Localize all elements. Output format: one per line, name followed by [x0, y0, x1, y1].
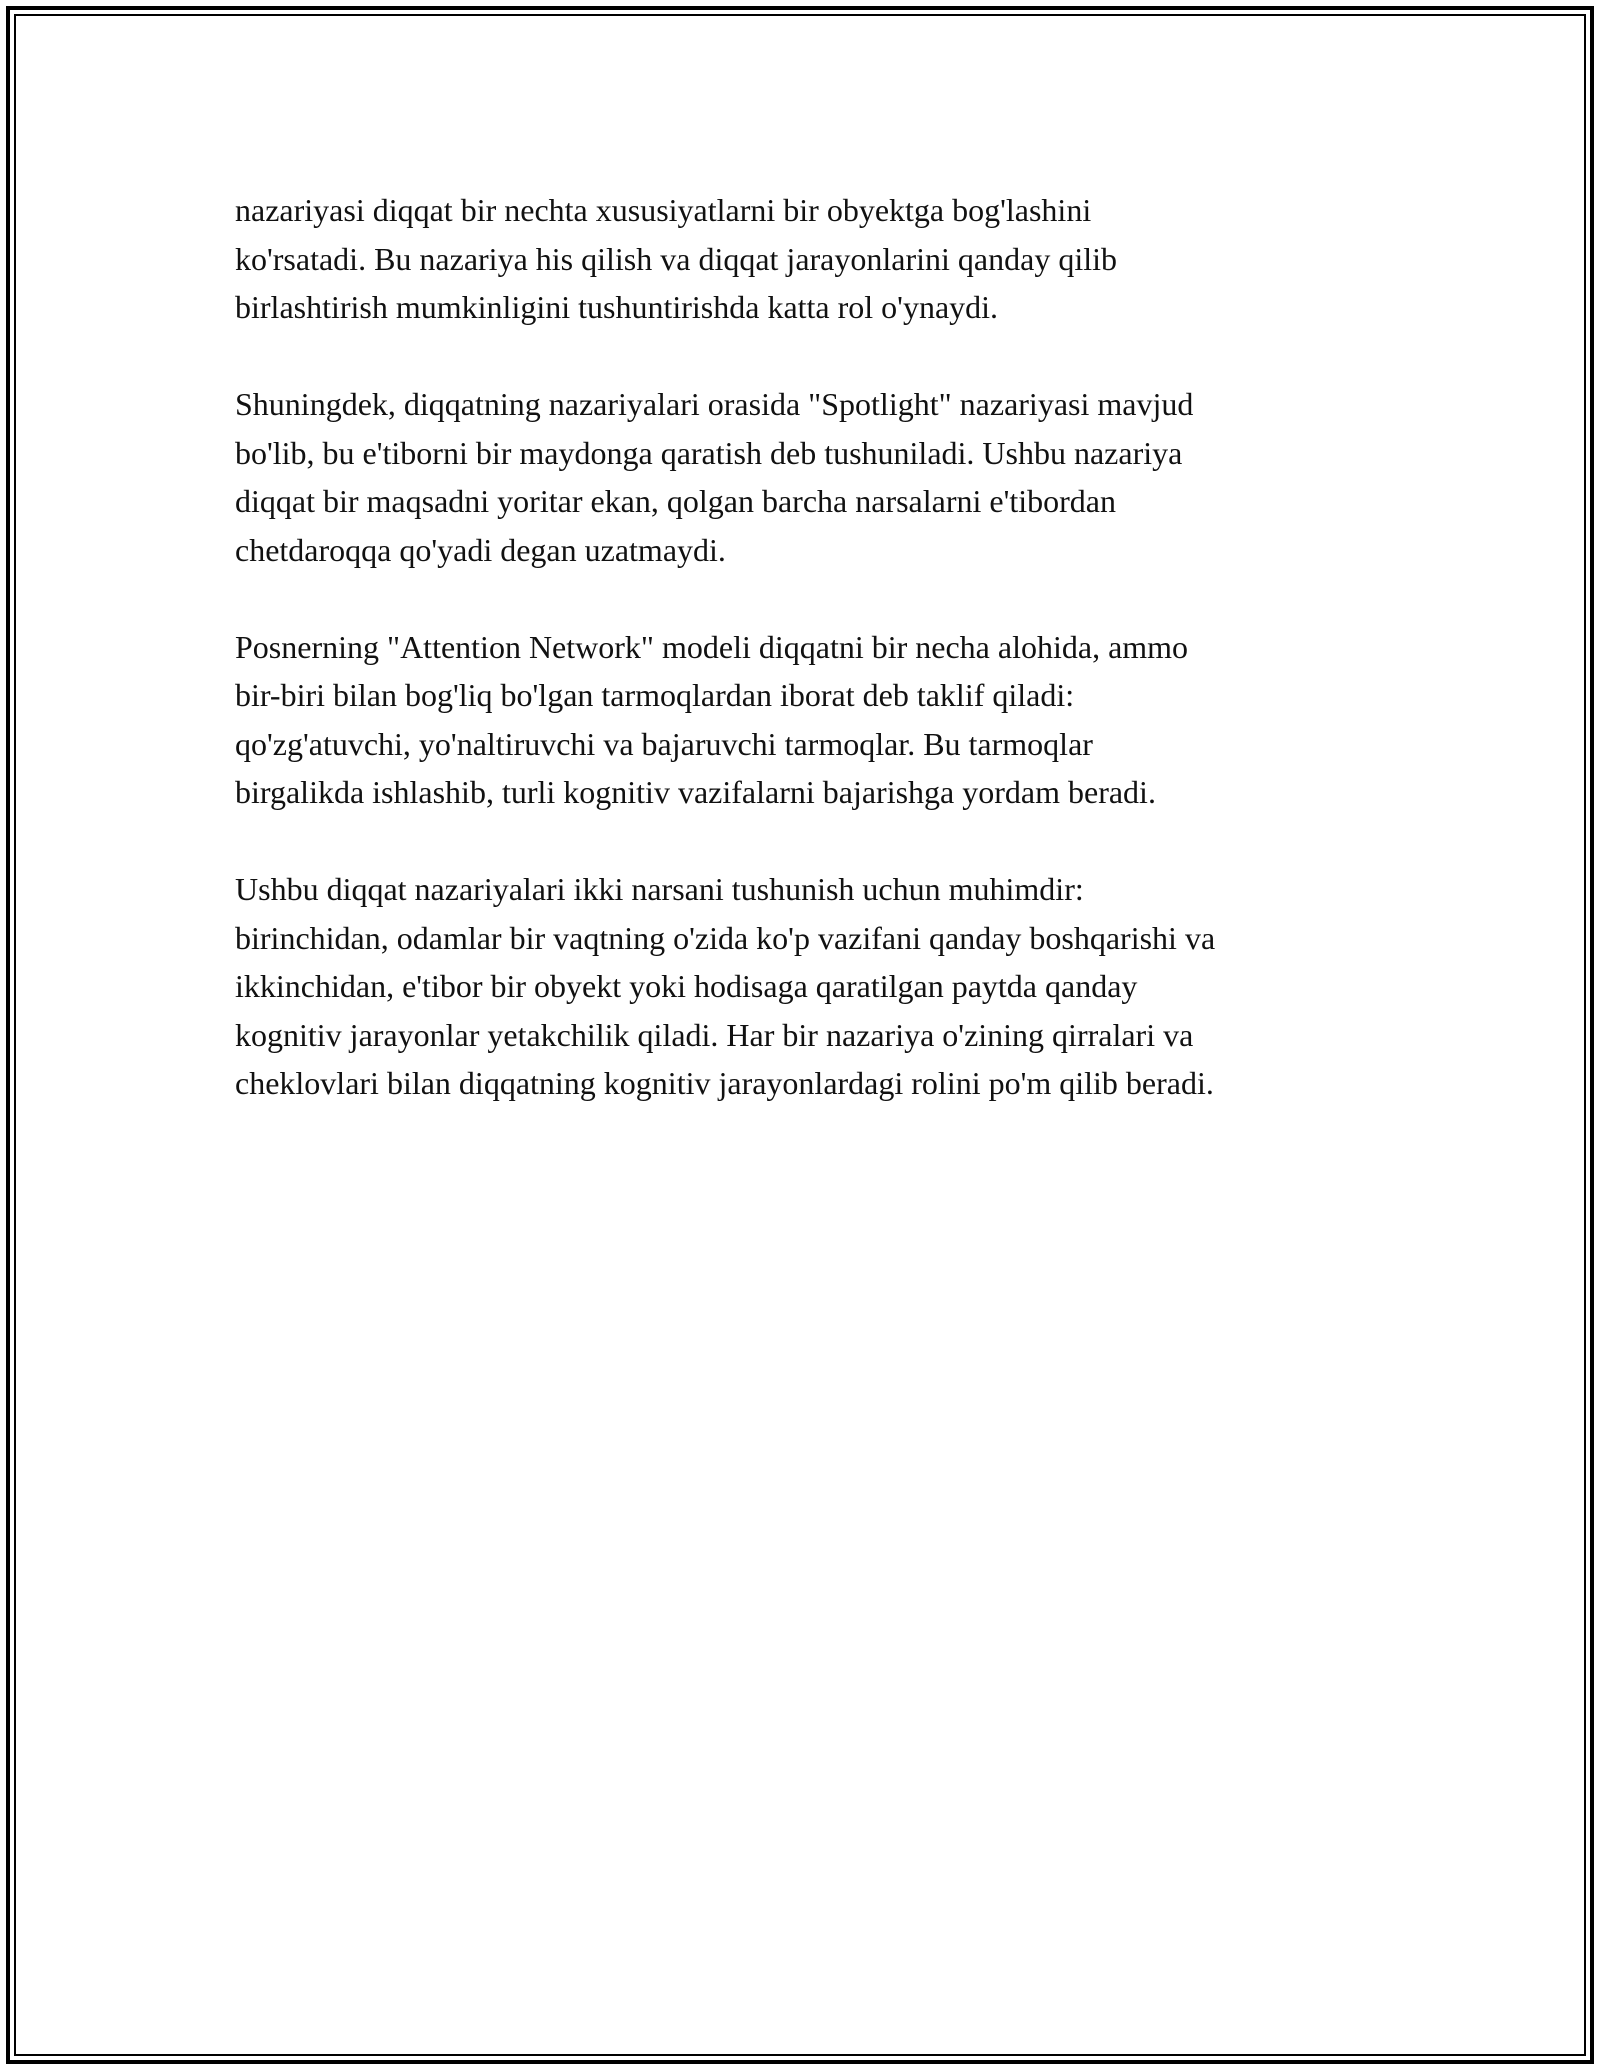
document-body — [235, 186, 1435, 1156]
paragraph-2 — [235, 380, 1435, 574]
text-line: diqqat bir maqsadni yoritar ekan, qolgan barcha narsalarni e'tibordan — [235, 483, 1116, 519]
text-line: Shuningdek, diqqatning nazariyalari orasida "Spotlight" nazariyasi mavjud — [235, 386, 1194, 422]
text-line: birinchidan, odamlar bir vaqtning o'zida ko'p vazifani qanday boshqarishi va — [235, 919, 1216, 956]
text-line: bo'lib, bu e'tiborni bir maydonga qaratish deb tushuniladi. Ushbu nazariya — [235, 434, 1183, 471]
text-line: kognitiv jarayonlar yetakchilik qiladi. Har bir nazariya o'zining qirralari va — [235, 1016, 1194, 1053]
text-line: chetdaroqqa qo'yadi degan uzatmaydi. — [235, 531, 726, 568]
text-line: birgalikda ishlashib, turli kognitiv vazifalarni bajarishga yordam beradi. — [235, 774, 1156, 810]
text-line: Posnerning "Attention Network" modeli diqqatni bir necha alohida, ammo — [235, 628, 1189, 665]
paragraph-4 — [235, 865, 1435, 1108]
text-line: nazariyasi diqqat bir nechta xususiyatlarni bir obyektga bog'lashini — [235, 192, 1092, 228]
text-line: ikkinchidan, e'tibor bir obyekt yoki hodisaga qaratilgan paytda qanday — [235, 968, 1138, 1004]
text-line: ko'rsatadi. Bu nazariya his qilish va diqqat jarayonlarini qanday qilib — [235, 240, 1117, 277]
text-line: cheklovlari bilan diqqatning kognitiv jarayonlardagi rolini po'm qilib beradi. — [235, 1065, 1214, 1101]
paragraph-1 — [235, 186, 1435, 332]
text-line: birlashtirish mumkinligini tushuntirishda katta rol o'ynaydi. — [235, 289, 999, 325]
text-line: qo'zg'atuvchi, yo'naltiruvchi va bajaruvchi tarmoqlar. Bu tarmoqlar — [235, 725, 1093, 762]
text-line: Ushbu diqqat nazariyalari ikki narsani tushunish uchun muhimdir: — [235, 871, 1084, 907]
text-line: bir-biri bilan bog'liq bo'lgan tarmoqlardan iborat deb taklif qiladi: — [235, 677, 1075, 713]
paragraph-3 — [235, 623, 1435, 817]
